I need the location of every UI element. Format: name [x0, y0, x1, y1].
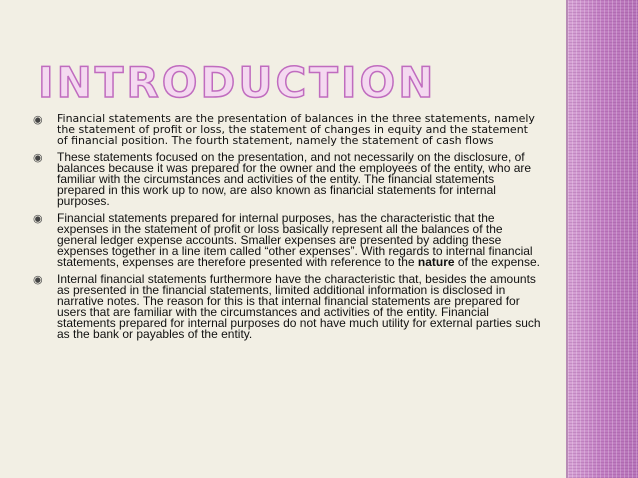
bullet-item	[30, 152, 542, 207]
bullet-text: of the expense.	[454, 255, 540, 269]
bullet-item	[30, 274, 542, 340]
bullet-text: These statements focused on the presentation, and not necessarily on the disclosure, of balances because it was prepared for the owner and the employees of the entity, who are familiar with the circumstances and activities of the entity. The financial statements prepared in this work up to now, are also known as financial statements for internal purposes.	[57, 150, 532, 208]
bullet-text: Financial statements are the presentation of balances in the three statements, namely the statement of profit or loss, the statement of changes in equity and the statement of financial position. The fourth statement, namely the statement of cash flows	[57, 112, 535, 147]
bullet-item	[30, 113, 542, 146]
bullet-text: Internal financial statements furthermore have the characteristic that, besides the amounts as presented in the financial statements, limited additional information is disclosed in narrative notes. The reason for this is that internal financial statements are prepared for users that are familiar with the circumstances and activities of the entity. Financial statements prepared for internal purposes do not have much utility for external parties such as the bank or payables of the entity.	[57, 272, 541, 341]
target-circle-icon: ◉	[33, 274, 43, 286]
bullet-emphasis: nature	[417, 255, 455, 269]
bullet-item	[30, 213, 542, 268]
target-circle-icon: ◉	[33, 152, 43, 164]
target-circle-icon: ◉	[33, 113, 43, 126]
decorative-side-bar	[568, 0, 638, 478]
slide-title: INTRODUCTION	[38, 58, 437, 107]
bullet-text: Financial statements prepared for internal purposes, has the characteristic that the expenses in the statement of profit or loss basically represent all the balances of the general ledger expense accounts. Smaller expenses are presented by adding these expenses together in a line item called “other expenses”. With regards to internal financial statements, expenses are therefore presented with reference to the	[57, 211, 533, 269]
target-circle-icon: ◉	[33, 213, 43, 225]
bullet-list	[30, 113, 542, 346]
